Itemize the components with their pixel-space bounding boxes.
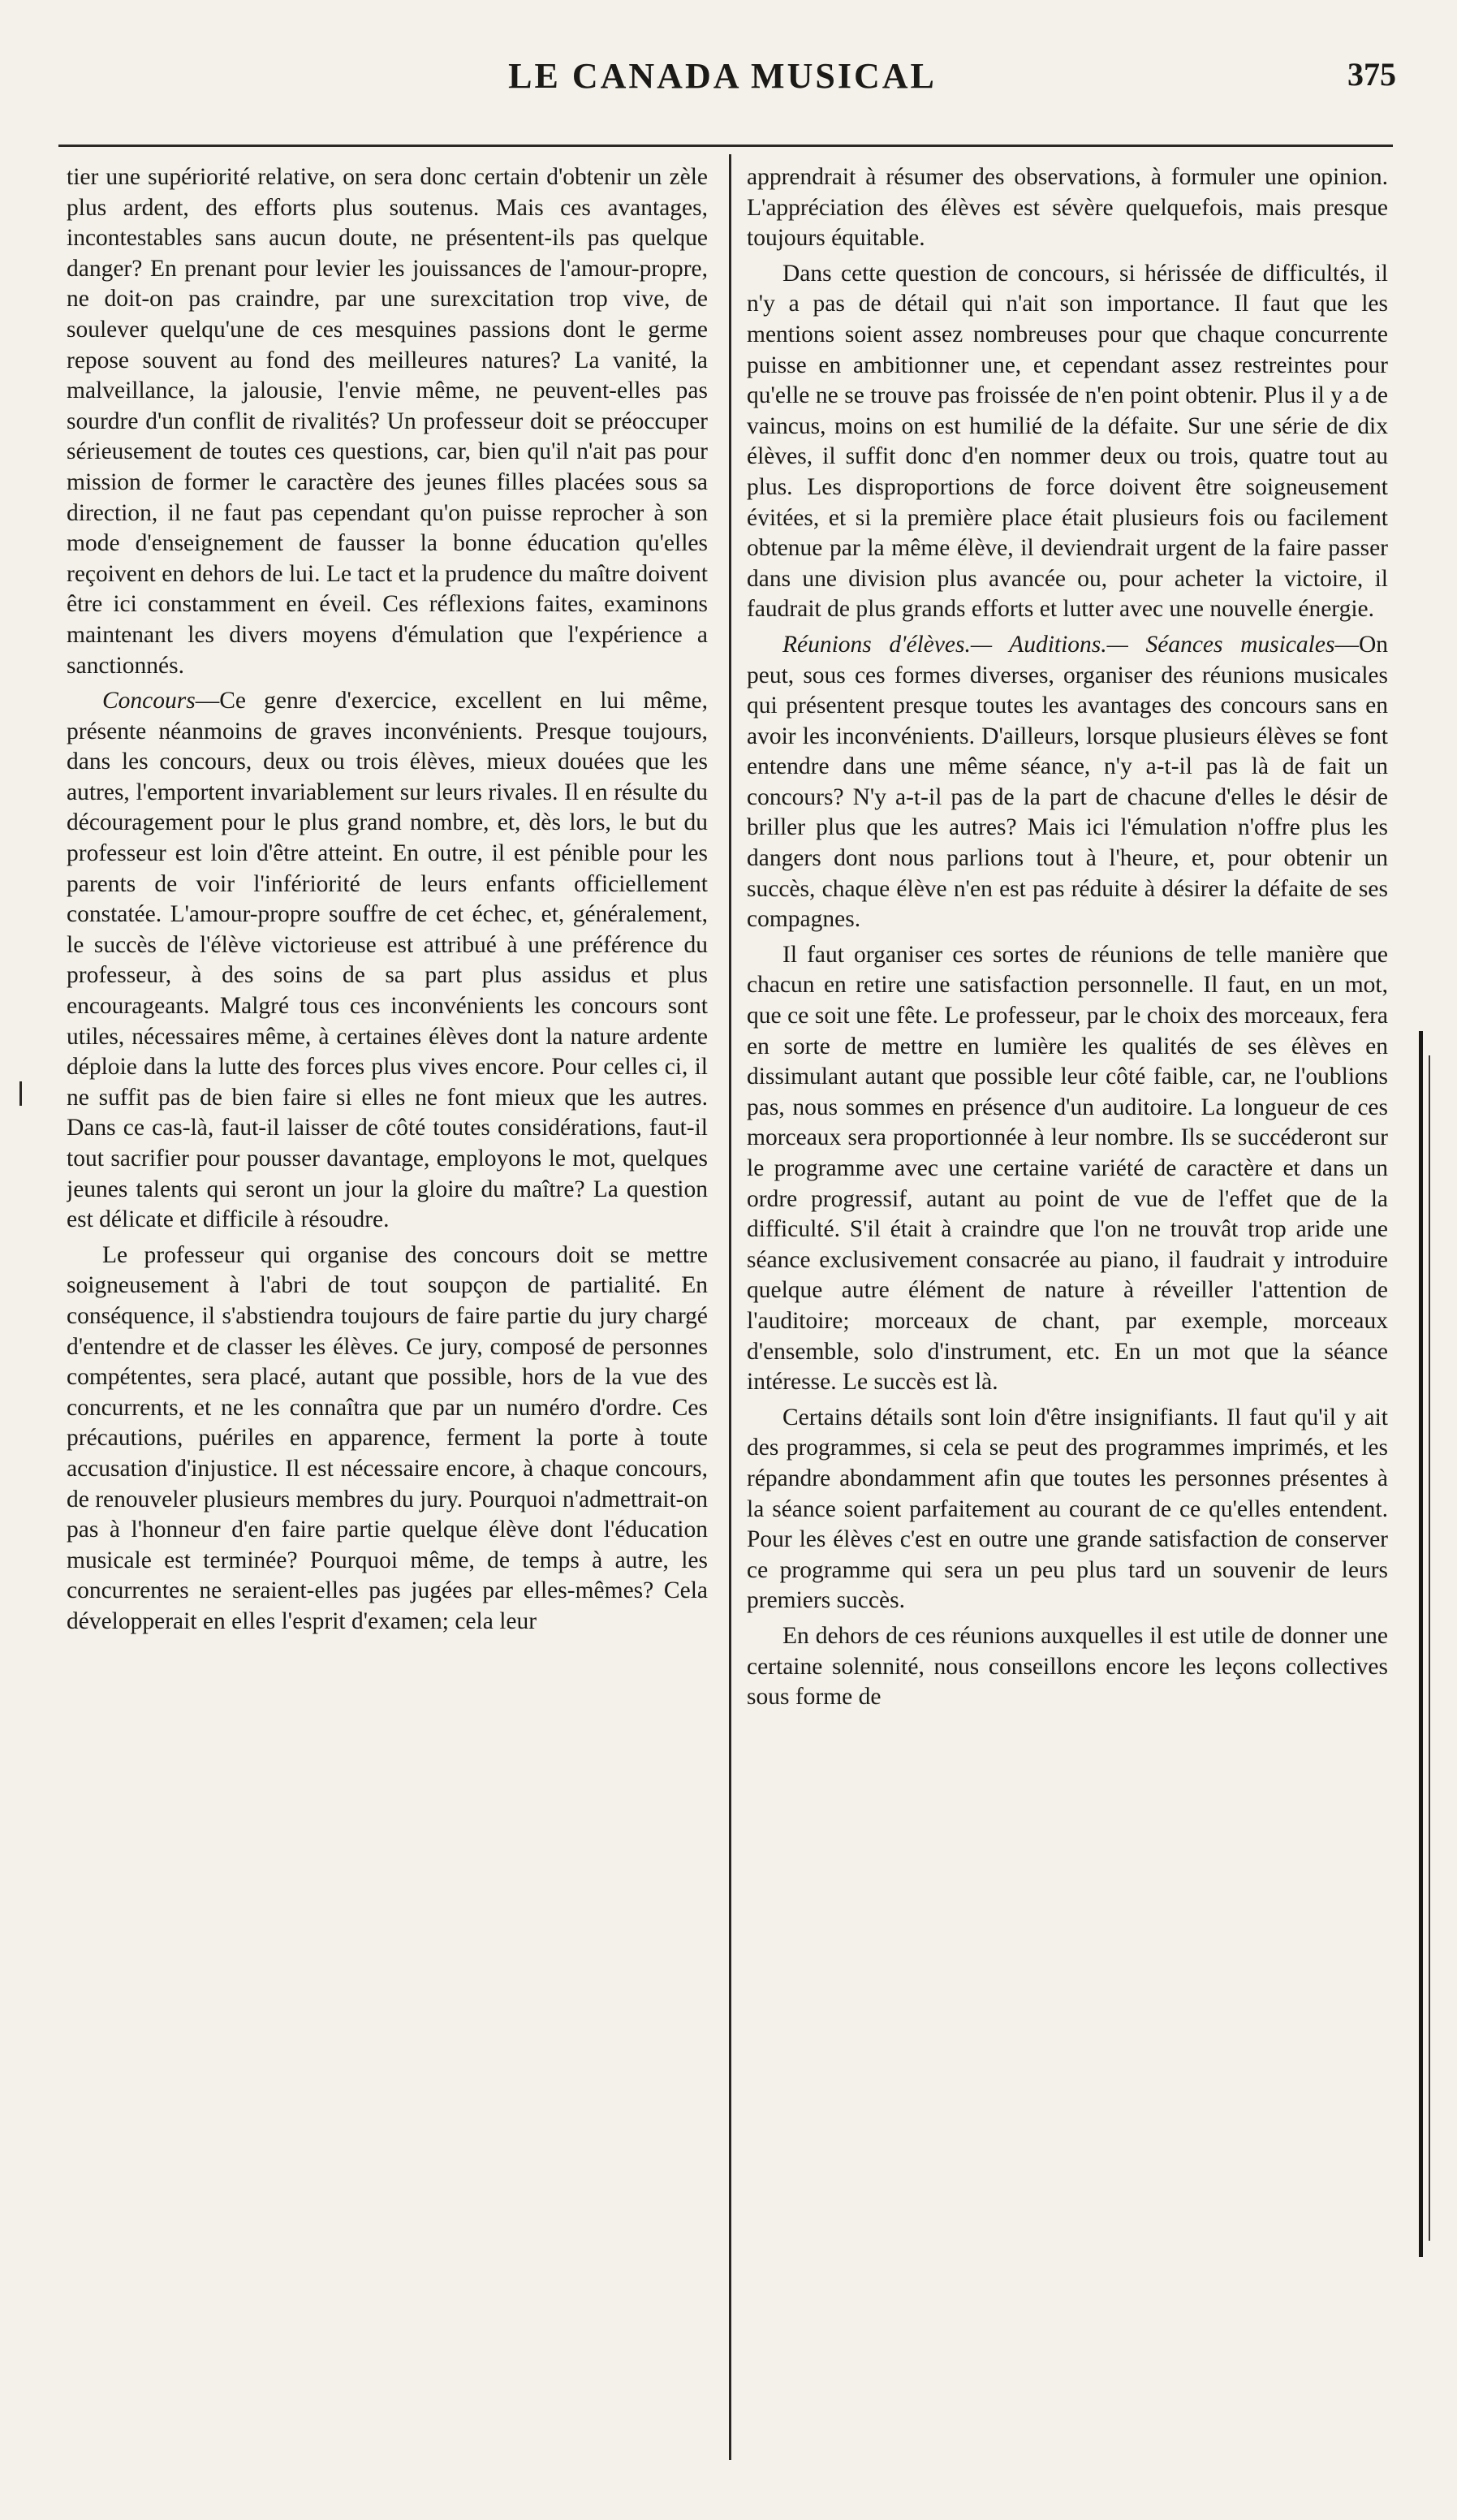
paragraph: Dans cette question de concours, si hérissée de difficultés, il n'y a pas de détail qui n'ait son importance. Il faut que les mentions soient assez nombreuses pour que chaque concurrente puisse en ambitionner une, et cependant assez restreintes pour qu'elle ne se trouve pas froissée de n'en point obtenir. Plus il y a de vaincus, moins on est humilié de la défaite. Sur une série de dix élèves, il suffit donc d'en nommer deux ou trois, quatre tout au plus. Les disproportions de force doivent être soigneusement évitées, et si la première place était plusieurs fois ou facilement obtenue par la même élève, il deviendrait urgent de la faire passer dans une division plus avancée ou, pour acheter la victoire, il faudrait de plus grands efforts et lutter avec une nouvelle énergie. <box>747 260 1388 623</box>
paragraph: Le professeur qui organise des concours doit se mettre soigneusement à l'abri de tout soupçon de partialité. En conséquence, il s'abstiendra toujours de faire partie du jury chargé d'entendre et de classer les élèves. Ce jury, composé de personnes compétentes, sera placé, autant que possible, hors de la vue des concurrents, et ne les connaîtra que par un numéro d'ordre. Ces précautions, puériles en apparence, ferment la porte à toute accusation d'injustice. Il est nécessaire encore, à chaque concours, de renouveler plusieurs membres du jury. Pourquoi n'admettrait-on pas à l'honneur d'en faire partie quelque élève dont l'éducation musicale est terminée? Pourquoi même, de temps à autre, les concurrentes ne seraient-elles pas jugées par elles-mêmes? Cela développerait en elles l'esprit d'examen; cela leur <box>67 1241 708 1634</box>
concours-text: —Ce genre d'exercice, excellent en lui même, présente néanmoins de graves inconvénients. Presque toujours, dans les concours, deux ou trois élèves, mieux douées que les autres, l'emportent invariablement sur leurs rivales. Il en résulte du découragement pour le plus grand nombre, et, dès lors, le but du professeur est loin d'être atteint. En outre, il est pénible pour les parents de voir l'infériorité de leurs enfants officiellement constatée. L'amour-propre souffre de cet échec, et, généralement, le succès de l'élève victorieuse est attribué à une préférence du professeur, à des soins de sa part plus assidus et plus encourageants. Malgré tous ces inconvénients les concours sont utiles, nécessaires même, à certaines élèves dont la nature ardente déploie dans la lutte des forces plus vives encore. Pour celles ci, il ne suffit pas de bien faire si elles ne font mieux que les autres. Dans ce cas-là, faut-il laisser de côté toutes considérations, faut-il tout sacrifier pour pousser davantage, employons le mot, quelques jeunes talents qui seront un jour la gloire du maître? La question est délicate et difficile à résoudre. <box>67 688 708 1233</box>
paragraph: apprendrait à résumer des observations, à formuler une opinion. L'appréciation des élèves est sévère quelquefois, mais presque toujours équitable. <box>747 164 1388 252</box>
paragraph: tier une supériorité relative, on sera donc certain d'obtenir un zèle plus ardent, des efforts plus soutenus. Mais ces avantages, incontestables sans aucun doute, ne présentent-ils pas quelque danger? En prenant pour levier les jouissances de l'amour-propre, ne doit-on pas craindre, par une surexcitation trop vive, de soulever quelqu'une de ces mesquines passions dont le germe repose souvent au fond des meilleures natures? La vanité, la malveillance, la jalousie, l'envie même, ne peuvent-elles pas sourdre d'un conflit de rivalités? Un professeur doit se préoccuper sérieusement de toutes ces questions, car, bien qu'il n'ait pas pour mission de former le caractère des jeunes filles placées sous sa direction, il ne faut pas cependant qu'on puisse reprocher à son mode d'enseignement de fausser la bonne éducation qu'elles reçoivent en dehors de lui. Le tact et la prudence du maître doivent être ici constamment en éveil. Ces réflexions faites, examinons maintenant les divers moyens d'émulation que l'expérience a sanctionnés. <box>67 164 708 679</box>
paragraph: En dehors de ces réunions auxquelles il est utile de donner une certaine solennité, nous conseillons encore les leçons collectives sous forme de <box>747 1622 1388 1711</box>
section-heading-concours: Concours <box>102 688 196 714</box>
concours-paragraph <box>67 686 708 1236</box>
page-header <box>49 49 1396 106</box>
section-heading-reunions: Réunions d'élèves.— Auditions.— Séances musicales <box>782 631 1335 658</box>
paragraph: Certains détails sont loin d'être insignifiants. Il faut qu'il y ait des programmes, si cela se peut des programmes imprimés, et les répandre abondamment afin que toutes les personnes présentes à la séance soient parfaitement au courant de ce qu'elles entendent. Pour les élèves c'est en outre une grande satisfaction de conserver ce programme qui sera un peu plus tard un souvenir de leurs premiers succès. <box>747 1404 1388 1614</box>
paragraph: Il faut organiser ces sortes de réunions de telle manière que chacun en retire une satisfaction personnelle. Il faut, en un mot, que ce soit une fête. Le professeur, par le choix des morceaux, fera en sorte de mettre en lumière les qualités de ses élèves en dissimulant autant que possible leur côté faible, car, ne l'oublions pas, nous sommes en présence d'un auditoire. La longueur de ces morceaux sera proportionnée à leur nombre. Ils se succéderont sur le programme avec une certaine variété de caractère et dans un ordre progressif, autant au point de vue de l'effet que de la difficulté. S'il était à craindre que l'on ne trouvât trop aride une séance exclusivement consacrée au piano, il faudrait y introduire quelque autre élément de nature à réveiller l'attention de l'auditoire; morceaux de chant, par exemple, morceaux d'ensemble, solo d'instrument, etc. En un mot que la séance intéresse. Le succès est là. <box>747 941 1388 1396</box>
journal-title: LE CANADA MUSICAL <box>508 56 937 96</box>
column-divider <box>729 154 731 2460</box>
header-rule <box>58 145 1393 147</box>
page-number: 375 <box>1347 56 1396 93</box>
right-column <box>747 162 1388 2460</box>
margin-mark <box>19 1081 22 1106</box>
reunions-text: —On peut, sous ces formes diverses, organiser des réunions musicales qui présentent presque toutes les avantages des concours sans en avoir les inconvénients. D'ailleurs, lorsque plusieurs élèves se font entendre dans une même séance, n'y a-t-il pas là de fait un concours? N'y a-t-il pas de la part de chacune d'elles le désir de briller plus que les autres? Mais ici l'émulation n'offre plus les dangers dont nous parlions tout à l'heure, et, pour obtenir un succès, chaque élève n'en est pas réduite à désirer la défaite de ses compagnes. <box>747 631 1388 933</box>
reunions-paragraph <box>747 630 1388 935</box>
left-column <box>67 162 708 2460</box>
binding-edge-mark <box>1419 1031 1423 2257</box>
binding-edge-mark-thin <box>1429 1055 1430 2241</box>
